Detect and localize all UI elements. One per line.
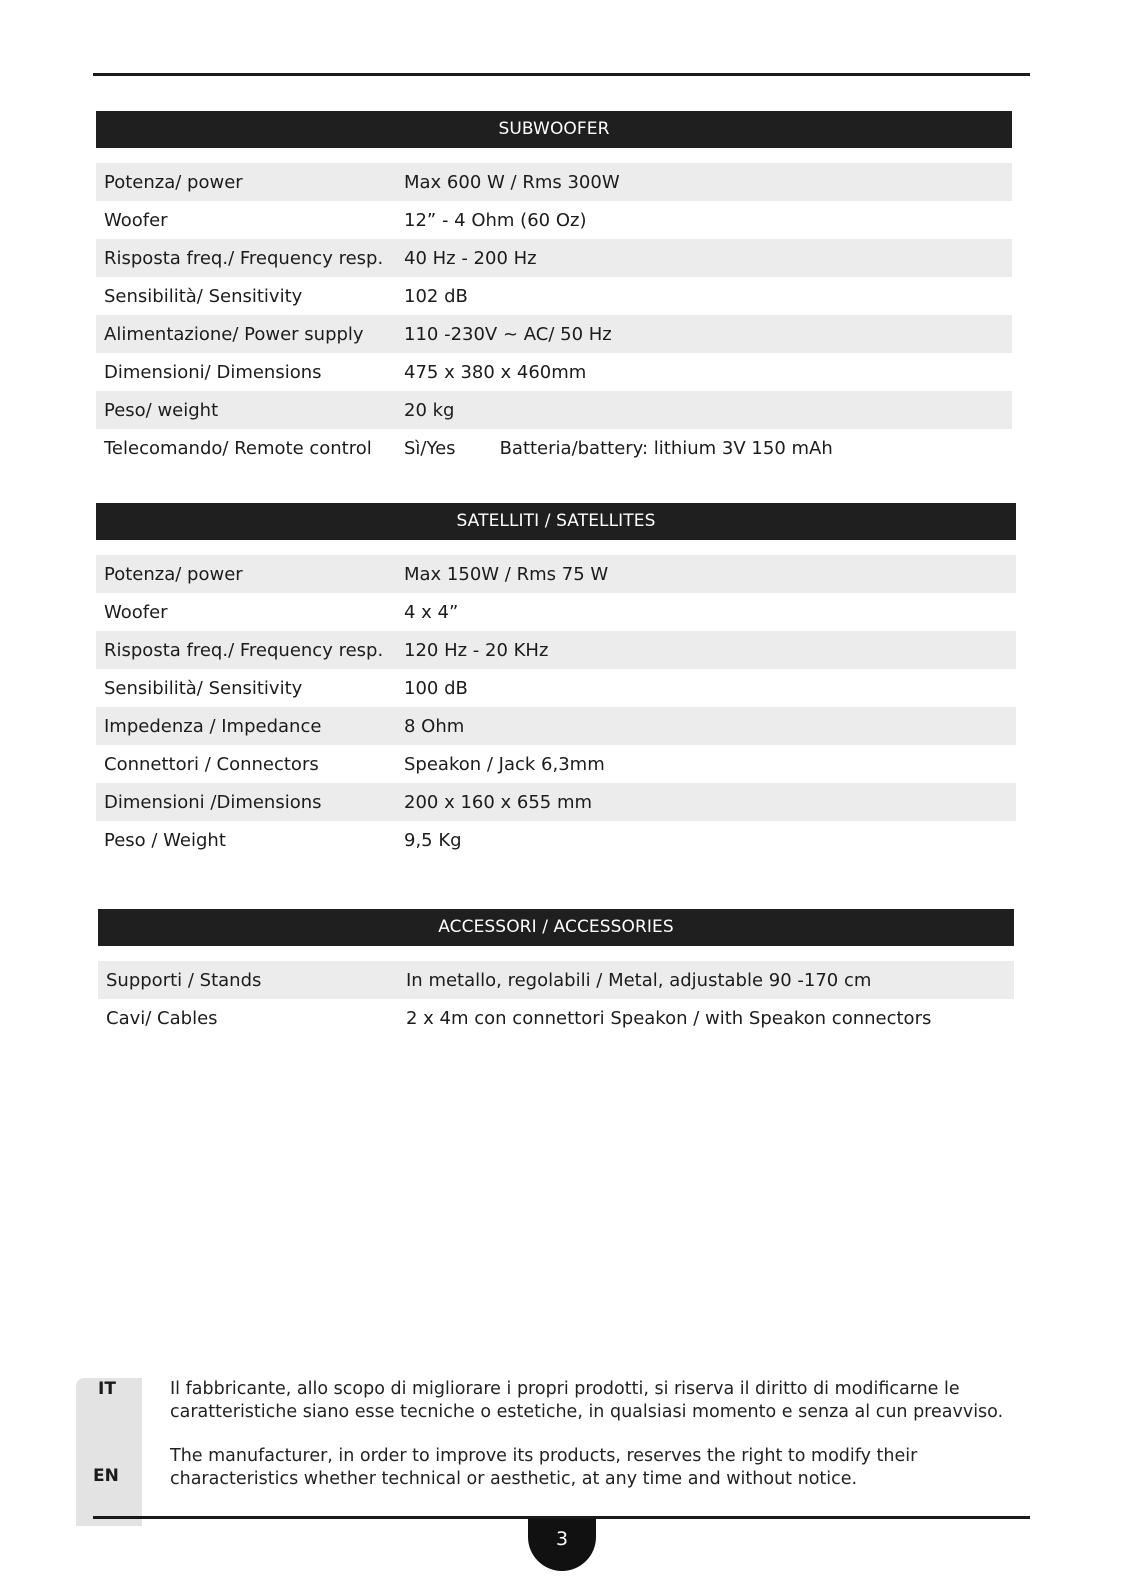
spec-label: Risposta freq./ Frequency resp. bbox=[104, 639, 384, 661]
spec-value: 102 dB bbox=[404, 285, 468, 307]
spec-row bbox=[96, 315, 1012, 353]
spec-label: Supporti / Stands bbox=[106, 969, 262, 991]
spec-row bbox=[96, 631, 1016, 669]
spec-label: Potenza/ power bbox=[104, 563, 243, 585]
spec-value: 9,5 Kg bbox=[404, 829, 462, 851]
spec-label: Woofer bbox=[104, 601, 168, 623]
section-header: SATELLITI / SATELLITES bbox=[96, 503, 1016, 540]
spec-table bbox=[98, 961, 1014, 1037]
section-satellites bbox=[96, 503, 1016, 859]
spec-label: Potenza/ power bbox=[104, 171, 243, 193]
spec-label: Cavi/ Cables bbox=[106, 1007, 218, 1029]
spec-row bbox=[96, 239, 1012, 277]
spec-value: Speakon / Jack 6,3mm bbox=[404, 753, 605, 775]
page-number: 3 bbox=[528, 1519, 596, 1571]
spec-row bbox=[96, 201, 1012, 239]
spec-value: 110 -230V ~ AC/ 50 Hz bbox=[404, 323, 612, 345]
spec-value: 40 Hz - 200 Hz bbox=[404, 247, 537, 269]
spec-value: 120 Hz - 20 KHz bbox=[404, 639, 549, 661]
spec-row bbox=[96, 707, 1016, 745]
spec-label: Connettori / Connectors bbox=[104, 753, 319, 775]
section-subwoofer bbox=[96, 111, 1012, 467]
spec-label: Woofer bbox=[104, 209, 168, 231]
section-header: SUBWOOFER bbox=[96, 111, 1012, 148]
spec-value: In metallo, regolabili / Metal, adjustable 90 -170 cm bbox=[406, 969, 872, 991]
spec-label: Alimentazione/ Power supply bbox=[104, 323, 364, 345]
spec-row bbox=[96, 783, 1016, 821]
notice-en bbox=[170, 1445, 917, 1491]
spec-table bbox=[96, 555, 1016, 859]
spec-label: Sensibilità/ Sensitivity bbox=[104, 677, 303, 699]
notice-en-line: characteristics whether technical or aesthetic, at any time and without notice. bbox=[170, 1469, 858, 1489]
spec-value-main: Sì/Yes bbox=[404, 437, 456, 459]
spec-table bbox=[96, 163, 1012, 467]
spec-row bbox=[96, 593, 1016, 631]
spec-value: Max 150W / Rms 75 W bbox=[404, 563, 609, 585]
spec-row bbox=[96, 391, 1012, 429]
notice-it-line: Il fabbricante, allo scopo di migliorare i propri prodotti, si riserva il diritto di modificarne le bbox=[170, 1379, 960, 1399]
spec-value: 4 x 4” bbox=[404, 601, 459, 623]
lang-label-it: IT bbox=[98, 1379, 116, 1399]
notice-it-line: caratteristiche siano esse tecniche o estetiche, in qualsiasi momento e senza al cun preavviso. bbox=[170, 1402, 1004, 1422]
spec-row bbox=[96, 277, 1012, 315]
notice-it bbox=[170, 1378, 1003, 1424]
lang-label-en: EN bbox=[93, 1466, 119, 1486]
spec-row bbox=[96, 821, 1016, 859]
spec-label: Dimensioni /Dimensions bbox=[104, 791, 322, 813]
spec-label: Peso/ weight bbox=[104, 399, 219, 421]
spec-value-extra: Batteria/battery: lithium 3V 150 mAh bbox=[499, 437, 833, 459]
spec-label: Telecomando/ Remote control bbox=[104, 437, 372, 459]
spec-value: Max 600 W / Rms 300W bbox=[404, 171, 620, 193]
spec-row bbox=[96, 163, 1012, 201]
spec-row bbox=[96, 555, 1016, 593]
top-rule bbox=[93, 73, 1030, 76]
spec-row bbox=[98, 961, 1014, 999]
spec-row bbox=[96, 745, 1016, 783]
section-header: ACCESSORI / ACCESSORIES bbox=[98, 909, 1014, 946]
spec-label: Sensibilità/ Sensitivity bbox=[104, 285, 303, 307]
spec-value: 200 x 160 x 655 mm bbox=[404, 791, 593, 813]
spec-label: Peso / Weight bbox=[104, 829, 226, 851]
spec-label: Risposta freq./ Frequency resp. bbox=[104, 247, 384, 269]
spec-row bbox=[96, 353, 1012, 391]
spec-row bbox=[96, 669, 1016, 707]
spec-value: 475 x 380 x 460mm bbox=[404, 361, 587, 383]
spec-value: 2 x 4m con connettori Speakon / with Speakon connectors bbox=[406, 1007, 932, 1029]
spec-value: 100 dB bbox=[404, 677, 468, 699]
spec-value bbox=[404, 438, 1012, 459]
spec-value: 12” - 4 Ohm (60 Oz) bbox=[404, 209, 587, 231]
language-tab bbox=[76, 1378, 142, 1526]
spec-row bbox=[98, 999, 1014, 1037]
spec-label: Dimensioni/ Dimensions bbox=[104, 361, 322, 383]
spec-value: 20 kg bbox=[404, 399, 455, 421]
section-accessories bbox=[98, 909, 1014, 1037]
spec-value: 8 Ohm bbox=[404, 715, 465, 737]
notice-en-line: The manufacturer, in order to improve its products, reserves the right to modify their bbox=[170, 1446, 918, 1466]
spec-row bbox=[96, 429, 1012, 467]
spec-label: Impedenza / Impedance bbox=[104, 715, 322, 737]
